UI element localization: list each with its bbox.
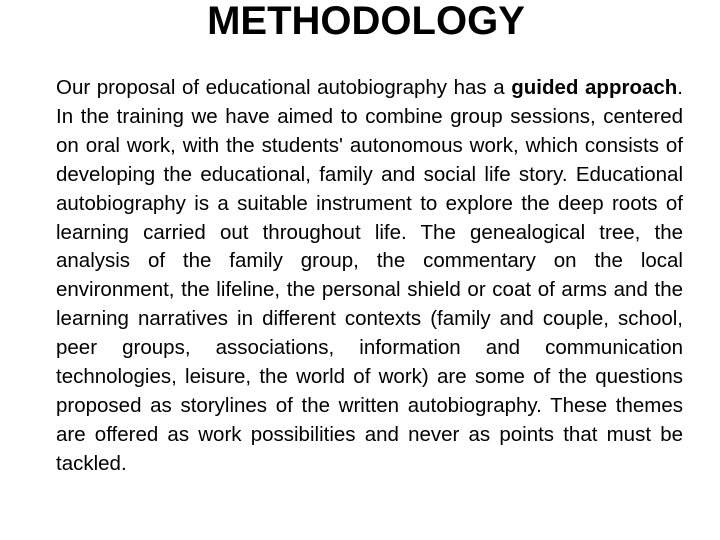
paragraph-body: . In the training we have aimed to combine group sessions, centered on oral work, with the students' autonomous work, which consists of developing the educational, family and social life story. Educational autobiography is a suitable instrument to explore the deep roots of learning carried out throughout life. The genealogical tree, the analysis of the family group, the commentary on the local environment, the lifeline, the personal shield or coat of arms and the learning narratives in different contexts (family and couple, school, peer groups, associations, information and communication technologies, leisure, the world of work) are some of the questions proposed as storylines of the written autobiography. These themes are offered as work possibilities and never as points that must be tackled.	[56, 76, 683, 475]
slide-title: METHODOLOGY	[207, 0, 525, 43]
paragraph-highlight: guided approach	[511, 76, 678, 99]
paragraph-intro: Our proposal of educational autobiography has a	[56, 76, 505, 99]
methodology-paragraph	[56, 74, 683, 479]
